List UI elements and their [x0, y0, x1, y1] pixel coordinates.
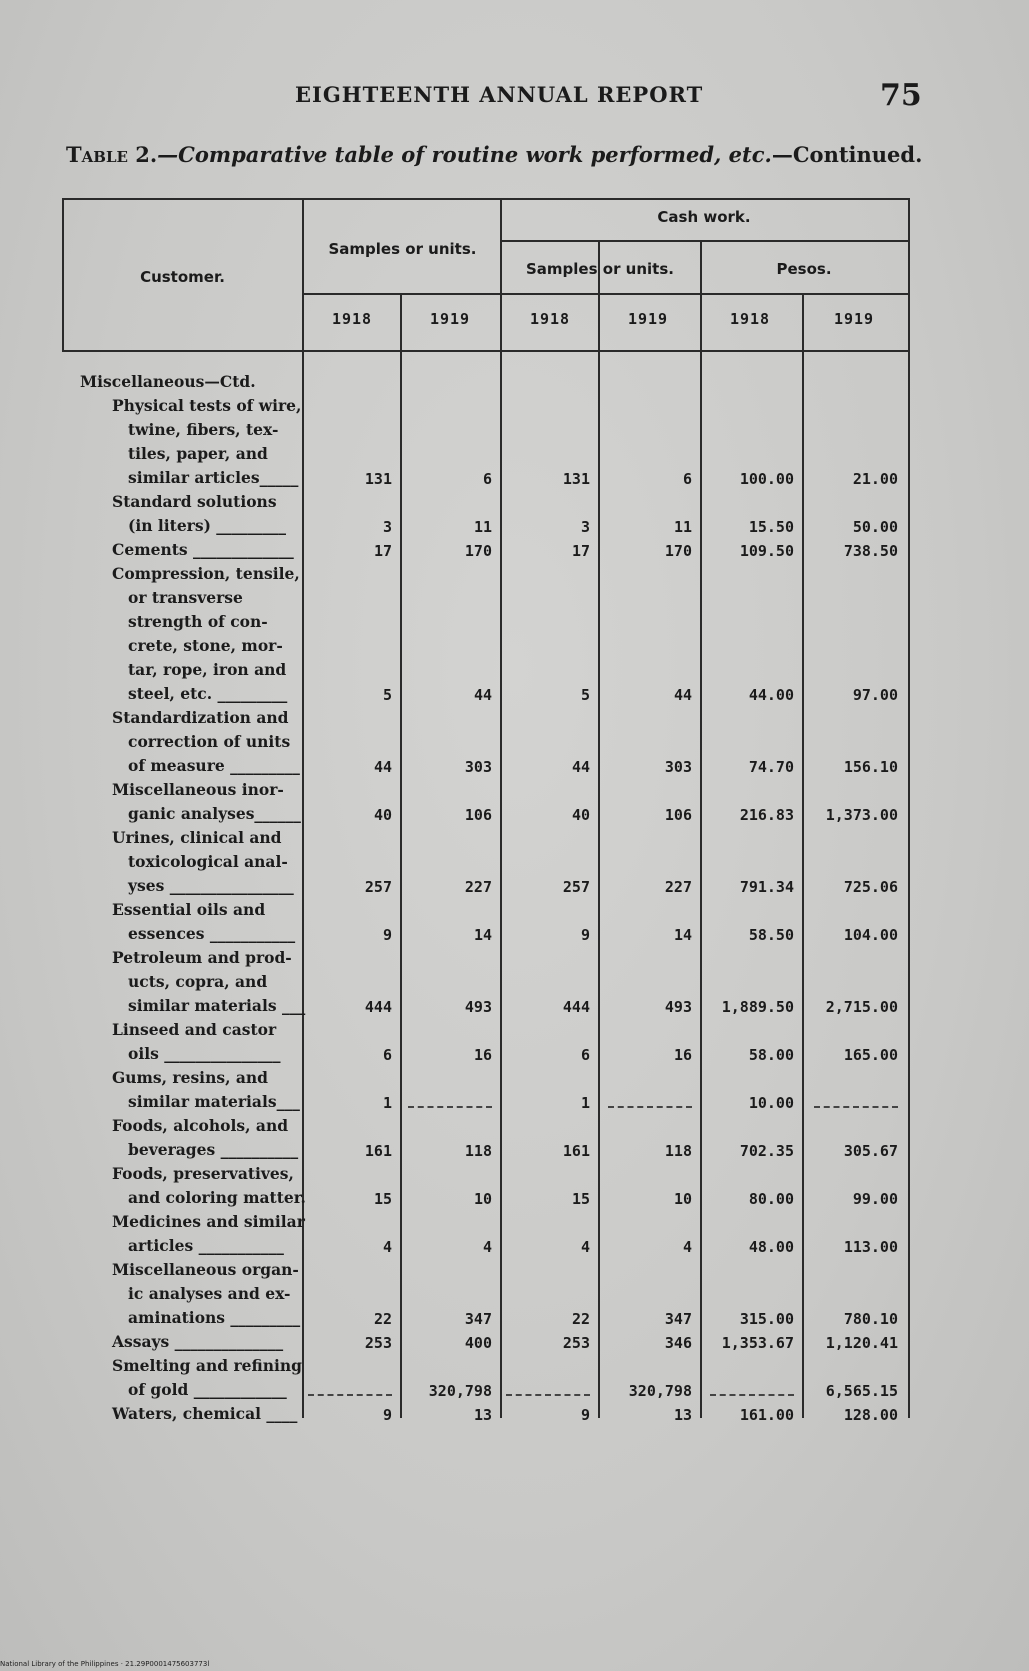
row-label-line: tar, rope, iron and — [128, 660, 287, 679]
cell-c18: 1 — [580, 1094, 590, 1112]
cell-c18: 15 — [571, 1190, 590, 1208]
cell-s19: 13 — [473, 1406, 492, 1424]
row-label-line: Foods, preservatives, — [112, 1164, 294, 1183]
cell-p19: 156.10 — [843, 758, 898, 776]
cell-s18: 6 — [382, 1046, 392, 1064]
cell-s18: 9 — [382, 1406, 392, 1424]
cell-p18: 109.50 — [739, 542, 794, 560]
cell-s18: 253 — [364, 1334, 392, 1352]
cell-c19: 13 — [673, 1406, 692, 1424]
empty-cell-leader — [308, 1394, 392, 1396]
row-label — [112, 1354, 312, 1402]
row-label-line: Smelting and refining — [112, 1356, 303, 1375]
row-label-line: ic analyses and ex- — [128, 1284, 291, 1303]
row-label-line: Physical tests of wire, — [112, 396, 302, 415]
cell-s19: 170 — [464, 542, 492, 560]
row-label-line: and coloring matter. — [128, 1188, 306, 1207]
footer-credit: National Library of the Philippines · 21.29P0001475603773l — [0, 1660, 210, 1668]
cell-p19: 725.06 — [843, 878, 898, 896]
cell-p19: 738.50 — [843, 542, 898, 560]
row-label — [112, 898, 312, 946]
row-label-line: Medicines and similar — [112, 1212, 305, 1231]
cell-p19: 1,120.41 — [825, 1334, 898, 1352]
cell-c19: 227 — [664, 878, 692, 896]
cell-p19: 97.00 — [852, 686, 898, 704]
cell-p19: 128.00 — [843, 1406, 898, 1424]
cell-s18: 1 — [382, 1094, 392, 1112]
cell-c18: 44 — [571, 758, 590, 776]
year-s18: 1918 — [331, 310, 373, 328]
cell-p18: 702.35 — [739, 1142, 794, 1160]
cell-c18: 22 — [571, 1310, 590, 1328]
cell-p19: 99.00 — [852, 1190, 898, 1208]
cell-s19: 320,798 — [428, 1382, 492, 1400]
cell-p18: 791.34 — [739, 878, 794, 896]
cell-s19: 6 — [482, 470, 492, 488]
row-label-line: of gold ____________ — [128, 1380, 287, 1399]
row-label-line: Compression, tensile, — [112, 564, 300, 583]
col-divider-c — [598, 240, 600, 1418]
year-p19: 1919 — [833, 310, 875, 328]
row-label-line: similar materials ___ — [128, 996, 306, 1015]
row-label — [112, 778, 312, 826]
cell-p18: 44.00 — [748, 686, 794, 704]
row-label — [112, 826, 312, 898]
row-label-line: (in liters) _________ — [128, 516, 287, 535]
cell-c19: 320,798 — [628, 1382, 692, 1400]
row-label-line: Standard solutions — [112, 492, 277, 511]
cell-p18: 80.00 — [748, 1190, 794, 1208]
cell-s19: 227 — [464, 878, 492, 896]
running-head: EIGHTEENTH ANNUAL REPORT — [295, 82, 704, 107]
cell-s19: 400 — [464, 1334, 492, 1352]
row-label-line: beverages __________ — [128, 1140, 299, 1159]
section-heading: Miscellaneous—Ctd. — [80, 372, 256, 391]
cell-c18: 40 — [571, 806, 590, 824]
row-label-line: Miscellaneous organ- — [112, 1260, 299, 1279]
cell-c18: 131 — [562, 470, 590, 488]
row-label-line: yses ________________ — [128, 876, 294, 895]
cell-c19: 106 — [664, 806, 692, 824]
cell-c19: 44 — [673, 686, 692, 704]
row-label-line: or transverse — [128, 588, 243, 607]
cell-c18: 257 — [562, 878, 590, 896]
header-customer: Customer. — [140, 268, 225, 286]
cell-c19: 4 — [682, 1238, 692, 1256]
empty-cell-leader — [814, 1106, 898, 1108]
cell-c18: 4 — [580, 1238, 590, 1256]
cell-s18: 3 — [382, 518, 392, 536]
row-label-line: twine, fibers, tex- — [128, 420, 279, 439]
cell-p19: 780.10 — [843, 1310, 898, 1328]
row-label-line: aminations _________ — [128, 1308, 301, 1327]
cell-p18: 315.00 — [739, 1310, 794, 1328]
header-cash-work: Cash work. — [657, 208, 751, 226]
caption-lead: Table 2. — [66, 142, 158, 167]
row-label-line: similar materials___ — [128, 1092, 300, 1111]
cell-c19: 6 — [682, 470, 692, 488]
cell-s18: 131 — [364, 470, 392, 488]
cell-p18: 10.00 — [748, 1094, 794, 1112]
cell-s18: 257 — [364, 878, 392, 896]
cell-c19: 303 — [664, 758, 692, 776]
cash-work-rule — [500, 240, 910, 242]
cell-s18: 44 — [373, 758, 392, 776]
cell-c19: 10 — [673, 1190, 692, 1208]
row-label — [112, 562, 312, 706]
empty-cell-leader — [506, 1394, 590, 1396]
right-border — [908, 198, 910, 1418]
row-label-line: articles ___________ — [128, 1236, 284, 1255]
col-divider-p — [802, 293, 804, 1418]
row-label — [112, 490, 312, 538]
row-label-line: of measure _________ — [128, 756, 300, 775]
cell-c18: 3 — [580, 518, 590, 536]
cell-c19: 16 — [673, 1046, 692, 1064]
row-label-line: ganic analyses______ — [128, 804, 301, 823]
cell-s19: 118 — [464, 1142, 492, 1160]
left-border — [62, 198, 64, 350]
row-label — [112, 538, 312, 562]
cell-s19: 14 — [473, 926, 492, 944]
row-label-line: Standardization and — [112, 708, 289, 727]
row-label-line: Essential oils and — [112, 900, 266, 919]
cell-s19: 16 — [473, 1046, 492, 1064]
cell-c18: 9 — [580, 1406, 590, 1424]
cell-p18: 1,353.67 — [721, 1334, 794, 1352]
cell-p18: 216.83 — [739, 806, 794, 824]
row-label-line: Petroleum and prod- — [112, 948, 292, 967]
cell-p19: 1,373.00 — [825, 806, 898, 824]
row-label-line: tiles, paper, and — [128, 444, 268, 463]
row-label — [112, 1018, 312, 1066]
cell-p19: 113.00 — [843, 1238, 898, 1256]
row-label-line: Miscellaneous inor- — [112, 780, 284, 799]
cell-s18: 40 — [373, 806, 392, 824]
cell-c18: 253 — [562, 1334, 590, 1352]
cell-s19: 303 — [464, 758, 492, 776]
cell-s19: 44 — [473, 686, 492, 704]
caption-title: —Comparative table of routine work performed, etc. — [157, 142, 772, 167]
empty-cell-leader — [608, 1106, 692, 1108]
cell-s18: 4 — [382, 1238, 392, 1256]
row-label-line: oils _______________ — [128, 1044, 281, 1063]
header-pesos: Pesos. — [776, 260, 832, 278]
row-label-line: ucts, copra, and — [128, 972, 268, 991]
cell-c18: 6 — [580, 1046, 590, 1064]
cell-c18: 161 — [562, 1142, 590, 1160]
year-c19: 1919 — [627, 310, 669, 328]
cell-s18: 17 — [373, 542, 392, 560]
subheader-rule — [302, 293, 910, 295]
row-label-line: Gums, resins, and — [112, 1068, 269, 1087]
cell-s19: 106 — [464, 806, 492, 824]
row-label-line: correction of units — [128, 732, 291, 751]
cell-p19: 21.00 — [852, 470, 898, 488]
cell-s19: 10 — [473, 1190, 492, 1208]
row-label-line: crete, stone, mor- — [128, 636, 283, 655]
col-divider-pesos — [700, 240, 702, 1418]
row-label-line: toxicological anal- — [128, 852, 288, 871]
empty-cell-leader — [408, 1106, 492, 1108]
row-label — [112, 1258, 312, 1330]
row-label — [112, 1162, 312, 1210]
year-c18: 1918 — [529, 310, 571, 328]
cell-p18: 58.50 — [748, 926, 794, 944]
caption-continued: —Continued. — [771, 142, 923, 167]
cell-p18: 1,889.50 — [721, 998, 794, 1016]
cell-c18: 9 — [580, 926, 590, 944]
header-samples: Samples or units. — [328, 240, 477, 258]
row-label-line: steel, etc. _________ — [128, 684, 288, 703]
row-label-line: strength of con- — [128, 612, 268, 631]
cell-s18: 9 — [382, 926, 392, 944]
cell-p18: 74.70 — [748, 758, 794, 776]
cell-s18: 161 — [364, 1142, 392, 1160]
row-label-line: Urines, clinical and — [112, 828, 282, 847]
cell-p18: 58.00 — [748, 1046, 794, 1064]
year-p18: 1918 — [729, 310, 771, 328]
row-label — [112, 946, 312, 1018]
row-label — [112, 1210, 312, 1258]
cell-c19: 347 — [664, 1310, 692, 1328]
cell-p19: 50.00 — [852, 518, 898, 536]
header-bottom-rule — [62, 350, 910, 352]
cell-p18: 48.00 — [748, 1238, 794, 1256]
cell-p18: 15.50 — [748, 518, 794, 536]
cell-s18: 22 — [373, 1310, 392, 1328]
header-cash-samples: Samples or units. — [526, 260, 674, 278]
row-label-line: Foods, alcohols, and — [112, 1116, 289, 1135]
row-label — [112, 1066, 312, 1114]
row-label-line: Assays ______________ — [112, 1332, 284, 1351]
row-label-line: similar articles_____ — [128, 468, 299, 487]
cell-c19: 170 — [664, 542, 692, 560]
cell-s18: 444 — [364, 998, 392, 1016]
year-s19: 1919 — [429, 310, 471, 328]
cell-c19: 14 — [673, 926, 692, 944]
cell-c19: 346 — [664, 1334, 692, 1352]
cell-c18: 17 — [571, 542, 590, 560]
cell-s18: 15 — [373, 1190, 392, 1208]
cell-c19: 493 — [664, 998, 692, 1016]
cell-c18: 444 — [562, 998, 590, 1016]
cell-p19: 165.00 — [843, 1046, 898, 1064]
row-label — [112, 706, 312, 778]
cell-s19: 347 — [464, 1310, 492, 1328]
cell-p19: 104.00 — [843, 926, 898, 944]
row-label — [112, 394, 312, 490]
cell-p19: 6,565.15 — [825, 1382, 898, 1400]
cell-p18: 100.00 — [739, 470, 794, 488]
row-label — [112, 1402, 312, 1426]
cell-s19: 4 — [482, 1238, 492, 1256]
cell-s19: 11 — [473, 518, 492, 536]
cell-c19: 11 — [673, 518, 692, 536]
row-label-line: Cements _____________ — [112, 540, 294, 559]
cell-p19: 2,715.00 — [825, 998, 898, 1016]
cell-s18: 5 — [382, 686, 392, 704]
empty-cell-leader — [710, 1394, 794, 1396]
row-label — [112, 1330, 312, 1354]
cell-c19: 118 — [664, 1142, 692, 1160]
cell-c18: 5 — [580, 686, 590, 704]
row-label-line: Waters, chemical ____ — [112, 1404, 298, 1423]
cell-p18: 161.00 — [739, 1406, 794, 1424]
table-top-rule — [62, 198, 910, 200]
cell-p19: 305.67 — [843, 1142, 898, 1160]
row-label-line: essences ___________ — [128, 924, 296, 943]
page-number: 75 — [880, 78, 922, 113]
row-label-line: Linseed and castor — [112, 1020, 277, 1039]
cell-s19: 493 — [464, 998, 492, 1016]
row-label — [112, 1114, 312, 1162]
